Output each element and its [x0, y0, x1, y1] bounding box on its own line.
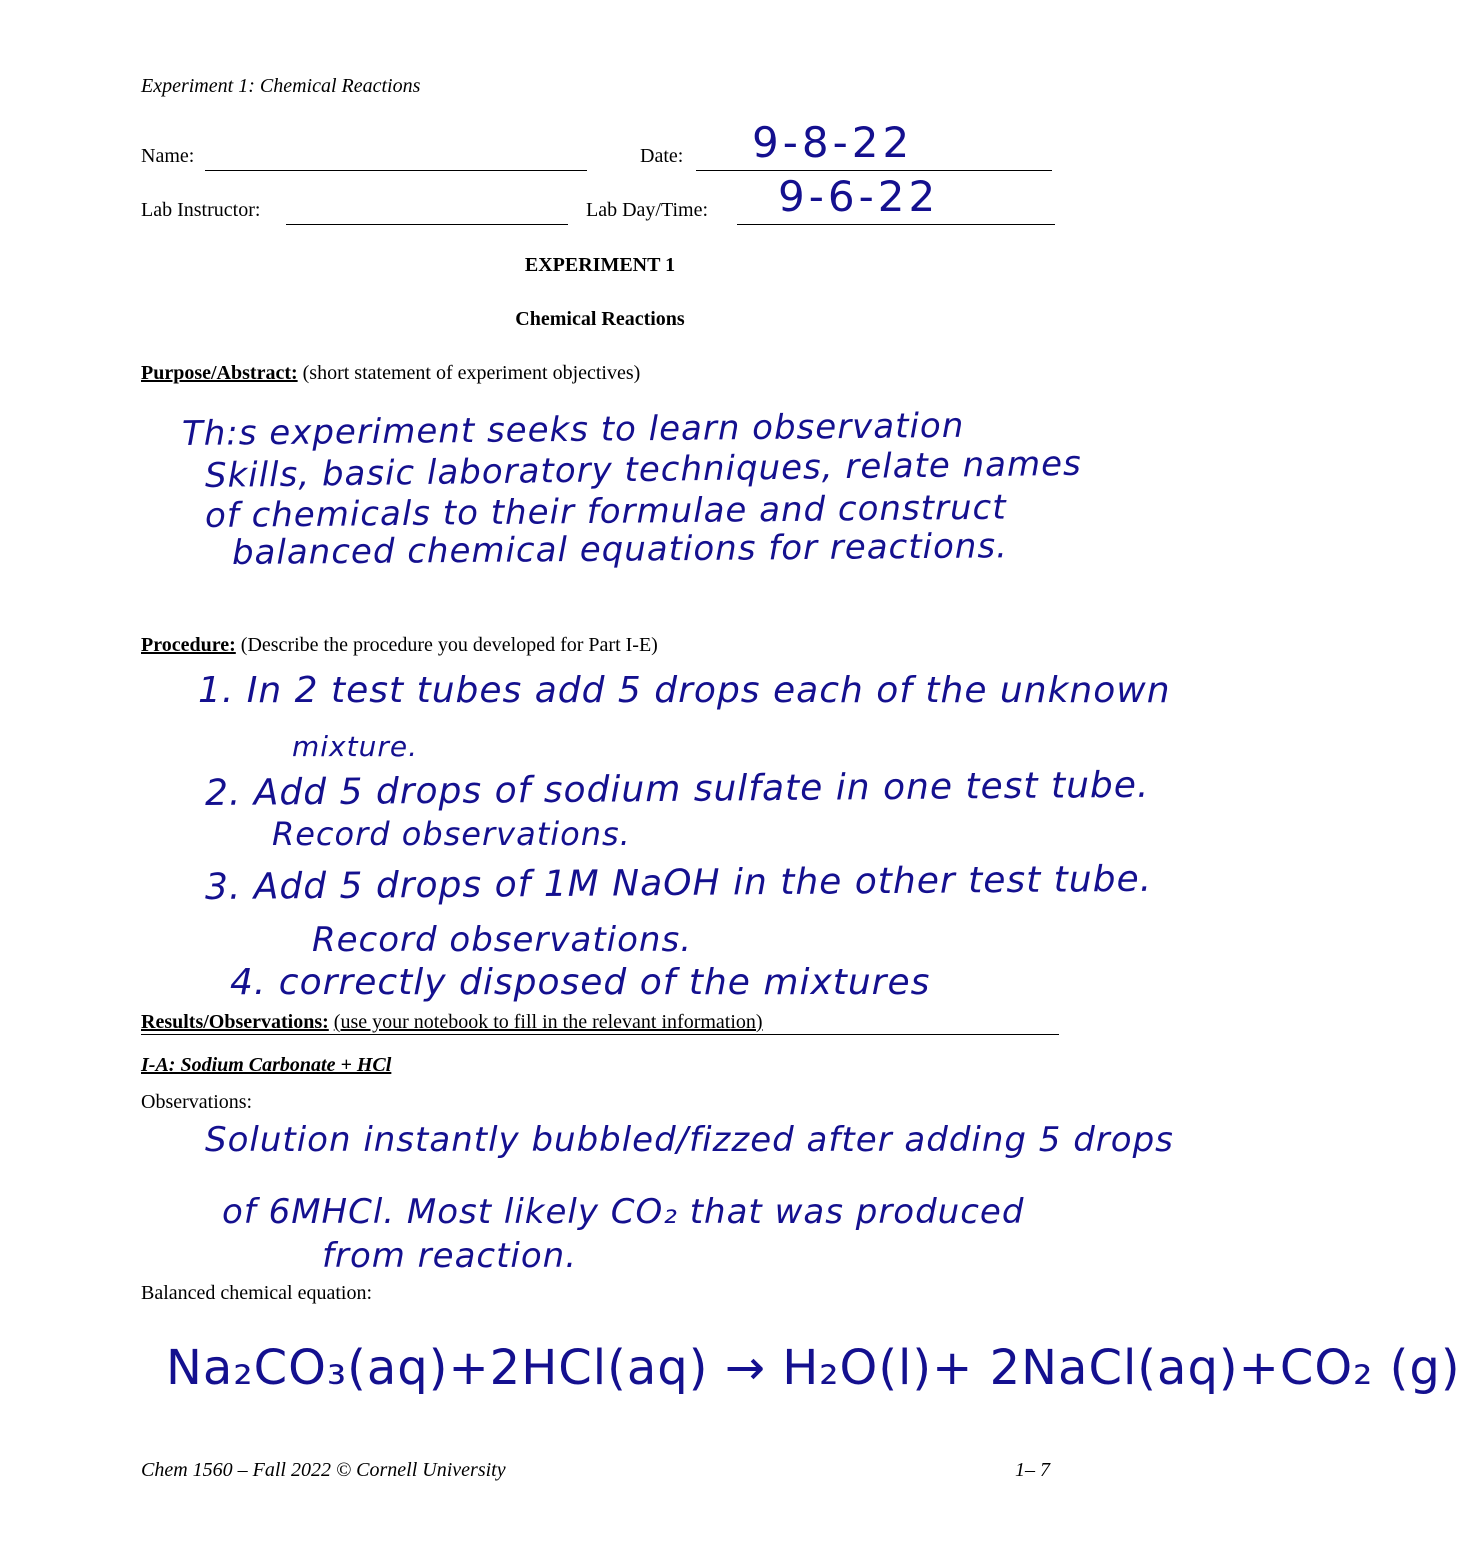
date-value: 9-8-22 — [752, 118, 914, 167]
instructor-field[interactable] — [286, 224, 568, 225]
procedure-hint: (Describe the procedure you developed for Part I-E) — [240, 634, 658, 656]
purpose-label: Purpose/Abstract: — [141, 362, 298, 384]
procedure-line-1: 1. In 2 test tubes add 5 drops each of the unknown — [198, 670, 1171, 711]
procedure-label: Procedure: — [141, 634, 236, 656]
page-header: Experiment 1: Chemical Reactions — [141, 75, 421, 97]
procedure-line-5: 3. Add 5 drops of 1M NaOH in the other test tube. — [204, 858, 1153, 908]
observation-line-1: Solution instantly bubbled/fizzed after adding 5 drops — [205, 1120, 1174, 1160]
daytime-value: 9-6-22 — [778, 172, 940, 221]
experiment-heading: EXPERIMENT 1 — [524, 254, 676, 276]
date-label: Date: — [640, 145, 684, 167]
results-label: Results/Observations: — [141, 1011, 329, 1033]
balanced-equation: Na₂CO₃(aq)+2HCl(aq) → H₂O(l)+ 2NaCl(aq)+CO₂ (g) — [166, 1340, 1461, 1396]
results-hint: (use your notebook to fill in the relevant information) — [333, 1011, 763, 1033]
footer-page-number: 1– 7 — [1015, 1459, 1050, 1481]
footer-course: Chem 1560 – Fall 2022 © Cornell University — [141, 1459, 506, 1481]
procedure-line-4: Record observations. — [272, 815, 631, 853]
purpose-line-3: of chemicals to their formulae and construct — [204, 487, 1007, 536]
daytime-field[interactable] — [737, 224, 1055, 225]
observations-label: Observations: — [141, 1091, 253, 1113]
results-section — [141, 1012, 1059, 1035]
procedure-section — [141, 635, 658, 655]
observation-line-3: from reaction. — [322, 1236, 578, 1276]
purpose-section — [141, 363, 640, 383]
purpose-line-1: Th:s experiment seeks to learn observation — [181, 405, 965, 454]
equation-label: Balanced chemical equation: — [141, 1282, 373, 1304]
name-field[interactable] — [205, 170, 587, 171]
part-ia-title: I-A: Sodium Carbonate + HCl — [141, 1054, 392, 1076]
purpose-hint: (short statement of experiment objectives) — [302, 362, 641, 384]
purpose-line-4: balanced chemical equations for reactions. — [231, 526, 1009, 573]
experiment-title: Chemical Reactions — [515, 308, 685, 330]
observation-line-2: of 6MHCl. Most likely CO₂ that was produced — [222, 1192, 1025, 1232]
date-field[interactable] — [696, 170, 1052, 171]
purpose-line-2: Skills, basic laboratory techniques, relate names — [204, 443, 1082, 496]
procedure-line-3: 2. Add 5 drops of sodium sulfate in one test tube. — [204, 764, 1150, 814]
name-label: Name: — [141, 145, 195, 167]
procedure-line-2: mixture. — [292, 730, 418, 763]
daytime-label: Lab Day/Time: — [586, 199, 709, 221]
instructor-label: Lab Instructor: — [141, 199, 261, 221]
procedure-line-6: Record observations. — [312, 920, 693, 960]
procedure-line-7: 4. correctly disposed of the mixtures — [230, 962, 931, 1003]
